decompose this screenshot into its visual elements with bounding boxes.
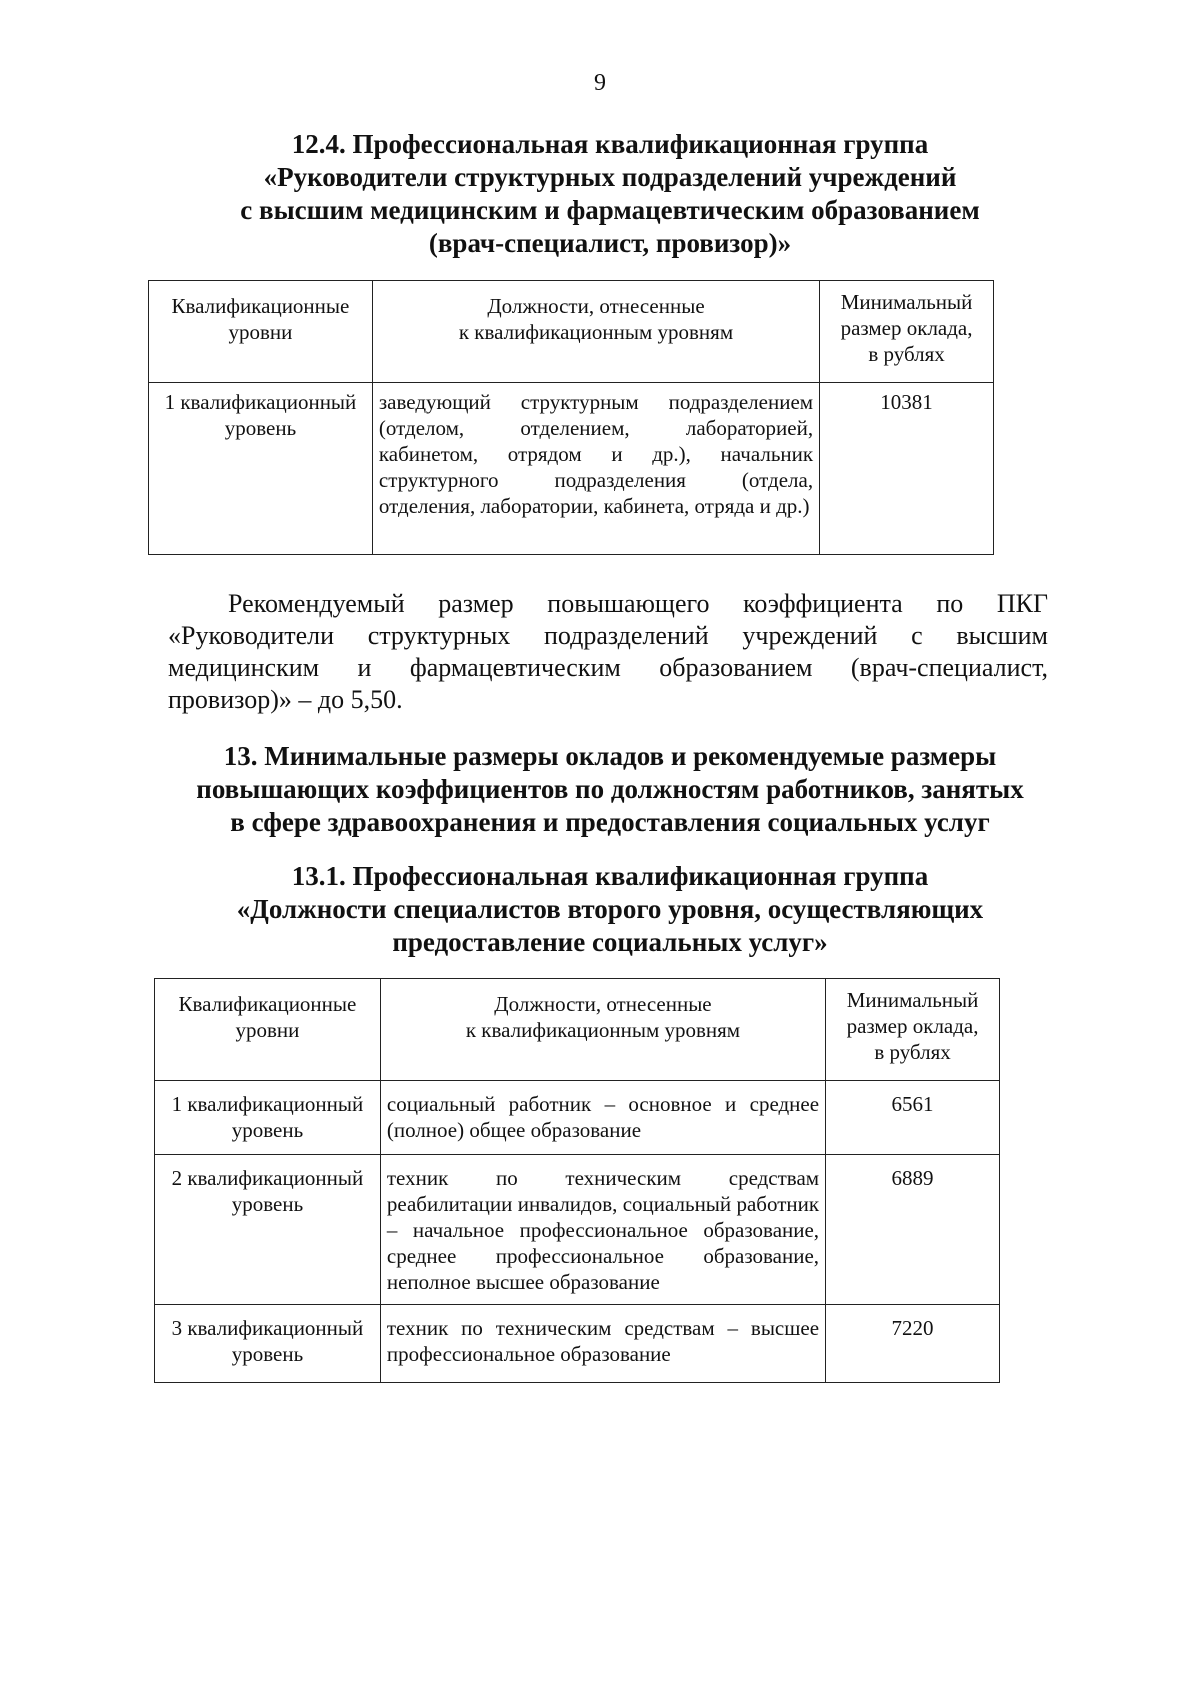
header-text: Минимальный — [846, 988, 979, 1012]
header-positions — [380, 979, 825, 1081]
title-line: с высшим медицинским и фармацевтическим образованием — [240, 195, 980, 225]
salary-cell: 10381 — [820, 383, 994, 555]
table-row — [155, 1081, 1000, 1155]
header-salary — [820, 281, 994, 383]
salary-cell: 6889 — [826, 1155, 1000, 1305]
header-text: в рублях — [868, 342, 945, 366]
header-text: в рублях — [874, 1040, 951, 1064]
table-header-row — [149, 281, 994, 383]
recommendation-paragraph — [168, 588, 1048, 716]
page-number: 9 — [594, 70, 606, 96]
level-text: уровень — [224, 416, 297, 440]
header-text: к квалификационным уровням — [465, 1018, 741, 1042]
header-text: размер оклада, — [840, 316, 973, 340]
positions-cell: заведующий структурным подразделением (отделом, отделением, лабораторией, кабинетом, отрядом и др.), начальник структурного подразделения (отдела, отделения, лаборатории, кабинета, отряда и др.) — [372, 383, 819, 555]
section-13-1-title — [140, 860, 1080, 959]
section-13-title — [140, 740, 1080, 839]
salary-cell: 6561 — [826, 1081, 1000, 1155]
header-levels — [155, 979, 381, 1081]
header-text: уровни — [235, 1018, 300, 1042]
title-line: предоставление социальных услуг» — [392, 927, 828, 957]
header-text: уровни — [228, 320, 293, 344]
level-cell — [155, 1305, 381, 1383]
level-text: 2 квалификационный — [171, 1166, 364, 1190]
salary-cell: 7220 — [826, 1305, 1000, 1383]
table-12-4 — [148, 280, 994, 555]
positions-cell: социальный работник – основное и среднее (полное) общее образование — [380, 1081, 825, 1155]
title-line: (врач-специалист, провизор)» — [428, 228, 792, 258]
header-text: Минимальный — [840, 290, 973, 314]
table-row — [155, 1305, 1000, 1383]
title-line: «Должности специалистов второго уровня, осуществляющих — [236, 894, 984, 924]
header-positions — [372, 281, 819, 383]
header-text: Квалификационные — [178, 992, 357, 1016]
header-text: Должности, отнесенные — [487, 294, 705, 318]
title-line: 13.1. Профессиональная квалификационная группа — [291, 861, 929, 891]
header-text: размер оклада, — [846, 1014, 979, 1038]
header-text: Квалификационные — [171, 294, 350, 318]
header-salary — [826, 979, 1000, 1081]
table-header-row — [155, 979, 1000, 1081]
title-line: 13. Минимальные размеры окладов и рекомендуемые размеры — [223, 741, 997, 771]
level-text: 3 квалификационный — [171, 1316, 364, 1340]
recommendation-text: Рекомендуемый размер повышающего коэффициента по ПКГ «Руководители структурных подразделений учреждений с высшим медицинским и фармацевтическим образованием (врач-специалист, провизор)» – до 5,50. — [168, 589, 1048, 714]
table-row — [149, 383, 994, 555]
level-cell — [155, 1155, 381, 1305]
positions-cell: техник по техническим средствам – высшее профессиональное образование — [380, 1305, 825, 1383]
title-line: в сфере здравоохранения и предоставления социальных услуг — [230, 807, 990, 837]
level-text: уровень — [231, 1342, 304, 1366]
table-row — [155, 1155, 1000, 1305]
table-13-1 — [154, 978, 1000, 1383]
section-12-4-title — [140, 128, 1080, 260]
header-text: Должности, отнесенные — [494, 992, 712, 1016]
header-text: к квалификационным уровням — [458, 320, 734, 344]
level-cell — [149, 383, 373, 555]
title-line: 12.4. Профессиональная квалификационная группа — [291, 129, 929, 159]
header-levels — [149, 281, 373, 383]
positions-cell: техник по техническим средствам реабилитации инвалидов, социальный работник – начальное профессиональное образование, среднее профессиональное образование, неполное высшее образование — [380, 1155, 825, 1305]
level-cell — [155, 1081, 381, 1155]
level-text: 1 квалификационный — [171, 1092, 364, 1116]
title-line: «Руководители структурных подразделений учреждений — [263, 162, 957, 192]
level-text: уровень — [231, 1118, 304, 1142]
level-text: уровень — [231, 1192, 304, 1216]
level-text: 1 квалификационный — [164, 390, 357, 414]
title-line: повышающих коэффициентов по должностям работников, занятых — [196, 774, 1024, 804]
